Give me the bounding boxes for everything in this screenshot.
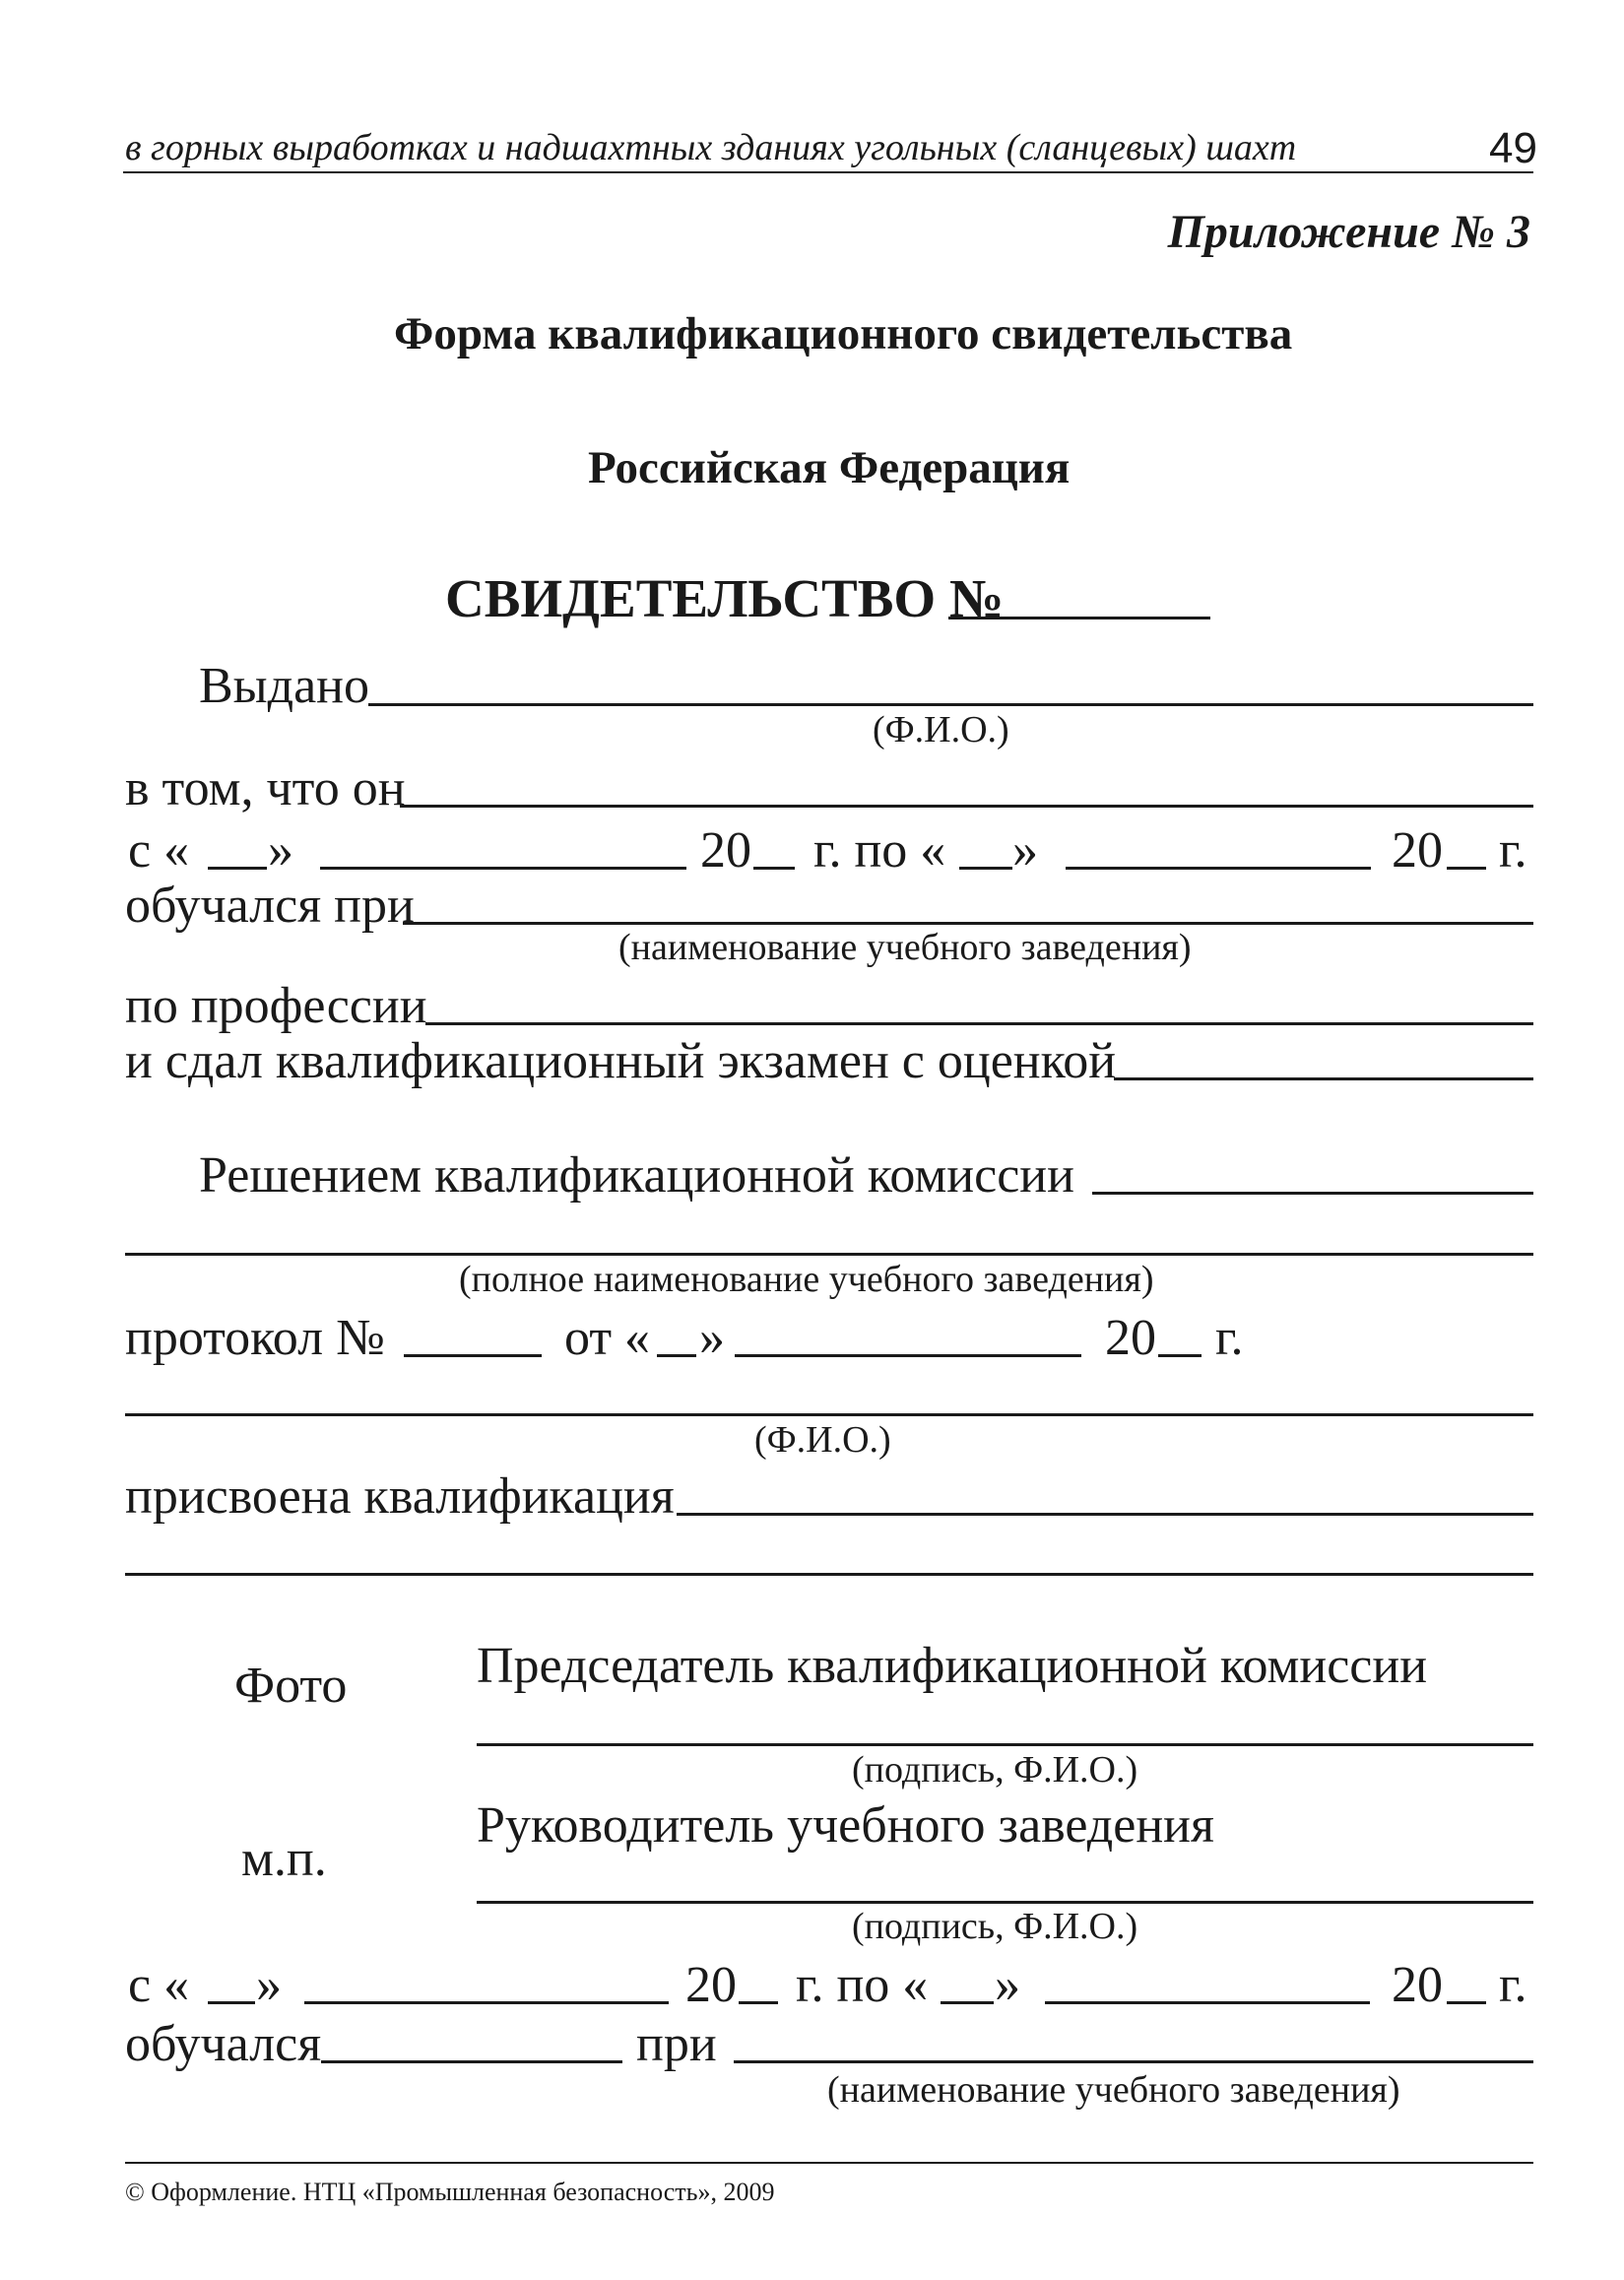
quote-close-3: » bbox=[699, 1310, 725, 1366]
to-day-blank-4[interactable] bbox=[941, 2001, 994, 2004]
protocol-day-blank[interactable] bbox=[657, 1354, 696, 1357]
signature-caption-2: (подпись, Ф.И.О.) bbox=[852, 1906, 1138, 1947]
qualification-blank[interactable] bbox=[677, 1513, 1533, 1516]
issued-to-blank[interactable] bbox=[368, 703, 1533, 706]
protocol-from-label: от « bbox=[564, 1310, 651, 1366]
appendix-label: Приложение № 3 bbox=[1167, 206, 1530, 258]
qualification-label: присвоена квалификация bbox=[125, 1468, 675, 1525]
protocol-number-blank[interactable] bbox=[404, 1354, 542, 1357]
protocol-month-blank[interactable] bbox=[735, 1354, 1081, 1357]
bottom-institution-caption: (наименование учебного заведения) bbox=[827, 2069, 1400, 2111]
exam-label: и сдал квалификационный экзамен с оценкой bbox=[125, 1033, 1117, 1089]
from-day-blank-1[interactable] bbox=[208, 867, 267, 870]
institution-caption: (наименование учебного заведения) bbox=[618, 927, 1192, 968]
head-label: Руководитель учебного заведения bbox=[477, 1797, 1214, 1854]
from-month-blank-4[interactable] bbox=[304, 2001, 669, 2004]
year-prefix-1: 20 bbox=[700, 822, 751, 879]
protocol-fio-blank[interactable] bbox=[125, 1413, 1533, 1416]
photo-label: Фото bbox=[234, 1658, 348, 1714]
quote-close-1: » bbox=[268, 822, 293, 879]
bottom-at-label: при bbox=[636, 2016, 717, 2072]
from-day-blank-4[interactable] bbox=[208, 2001, 255, 2004]
commission-blank[interactable] bbox=[1092, 1192, 1533, 1195]
form-title: Форма квалификационного свидетельства bbox=[394, 308, 1293, 359]
fio-caption-2: (Ф.И.О.) bbox=[754, 1419, 891, 1461]
page-number: 49 bbox=[1489, 124, 1537, 172]
year-prefix-4: 20 bbox=[685, 1957, 737, 2013]
from-year-blank-1[interactable] bbox=[753, 867, 795, 870]
footer-rule bbox=[125, 2162, 1533, 2164]
protocol-year-blank[interactable] bbox=[1158, 1354, 1202, 1357]
year-prefix-5: 20 bbox=[1392, 1957, 1443, 2013]
exam-grade-blank[interactable] bbox=[1114, 1077, 1533, 1080]
certificate-number-blank[interactable] bbox=[948, 617, 1210, 619]
to-year-blank-4[interactable] bbox=[1447, 2001, 1486, 2004]
year-prefix-3: 20 bbox=[1105, 1310, 1156, 1366]
protocol-label: протокол № bbox=[125, 1310, 385, 1366]
year-end-1: г. bbox=[1499, 822, 1527, 879]
chairman-label: Председатель квалификационной комиссии bbox=[477, 1638, 1428, 1694]
year-end-3: г. bbox=[1215, 1310, 1244, 1366]
studied-at-label: обучался при bbox=[125, 878, 415, 934]
header-rule bbox=[123, 171, 1533, 173]
qualification-blank-2[interactable] bbox=[125, 1573, 1533, 1576]
signature-caption-1: (подпись, Ф.И.О.) bbox=[852, 1749, 1138, 1791]
year-end-4: г. bbox=[1499, 1957, 1527, 2013]
from-year-blank-4[interactable] bbox=[739, 2001, 778, 2004]
from-open-4: с « bbox=[128, 1957, 190, 2013]
footer-copyright: © Оформление. НТЦ «Промышленная безопасность», 2009 bbox=[125, 2178, 775, 2206]
quote-close-5: » bbox=[995, 1957, 1020, 2013]
quote-close-2: » bbox=[1012, 822, 1038, 879]
commission-blank-2[interactable] bbox=[125, 1253, 1533, 1256]
bottom-studied-label: обучался bbox=[125, 2016, 322, 2072]
in-that-label: в том, что он bbox=[125, 760, 406, 816]
quote-close-4: » bbox=[256, 1957, 282, 2013]
to-month-blank-1[interactable] bbox=[1066, 867, 1371, 870]
running-title: в горных выработках и надшахтных зданиях угольных (сланцевых) шахт bbox=[125, 127, 1297, 168]
head-signature-blank[interactable] bbox=[477, 1901, 1533, 1904]
seal-label: м.п. bbox=[241, 1831, 327, 1887]
studied-at-blank[interactable] bbox=[403, 922, 1533, 925]
full-institution-caption: (полное наименование учебного заведения) bbox=[459, 1259, 1154, 1300]
to-month-blank-4[interactable] bbox=[1045, 2001, 1370, 2004]
to-year-blank-1[interactable] bbox=[1447, 867, 1486, 870]
chairman-signature-blank[interactable] bbox=[477, 1743, 1533, 1746]
from-open-1: с « bbox=[128, 822, 190, 879]
profession-blank[interactable] bbox=[425, 1022, 1533, 1025]
year-to-4: г. по « bbox=[796, 1957, 929, 2013]
year-prefix-2: 20 bbox=[1392, 822, 1443, 879]
commission-decision-label: Решением квалификационной комиссии bbox=[199, 1147, 1074, 1204]
certificate-title: СВИДЕТЕЛЬСТВО № bbox=[445, 568, 1005, 628]
profession-label: по профессии bbox=[125, 978, 427, 1034]
country-title: Российская Федерация bbox=[588, 442, 1071, 493]
from-month-blank-1[interactable] bbox=[320, 867, 686, 870]
bottom-studied-blank[interactable] bbox=[321, 2060, 622, 2063]
bottom-institution-blank[interactable] bbox=[734, 2060, 1533, 2063]
in-that-blank[interactable] bbox=[400, 805, 1533, 808]
year-to-1: г. по « bbox=[813, 822, 946, 879]
fio-caption: (Ф.И.О.) bbox=[873, 709, 1009, 750]
to-day-blank-1[interactable] bbox=[959, 867, 1012, 870]
issued-to-label: Выдано bbox=[199, 658, 369, 714]
